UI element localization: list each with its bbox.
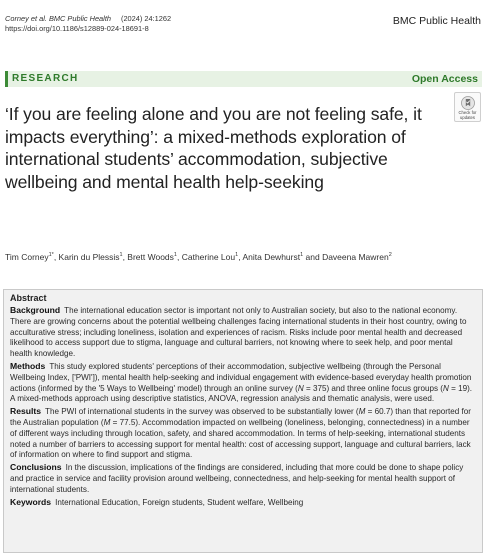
author-list: Tim Corney$^{1*}$, Karin du Plessis$^1$, Brett Woods$^1$, Catherine Lou$^1$, Anita Dewhurst$^1$ and Daveena Mawren$^2$: [5, 252, 392, 262]
abstract-background: [10, 305, 476, 360]
author-name[interactable]: Karin du Plessis: [58, 252, 120, 262]
author-name[interactable]: Catherine Lou: [181, 252, 236, 262]
open-access-label: Open Access: [411, 72, 478, 85]
keywords-text: International Education, Foreign students, Student welfare, Wellbeing: [55, 497, 304, 507]
methods-text: = 375) and three online focus groups (: [303, 383, 443, 393]
author-affiliation: 1: [300, 252, 304, 259]
author-name[interactable]: Daveena Mawren: [322, 252, 389, 262]
author-affiliation: 2: [388, 252, 392, 259]
abstract-methods: [10, 361, 476, 405]
citation-issue: (2024) 24:1262: [120, 14, 172, 23]
citation-journal: Corney et al. BMC Public Health: [5, 14, 111, 23]
abstract-results: [10, 406, 476, 461]
author-name[interactable]: Brett Woods: [127, 252, 174, 262]
check-for-updates-label: Check for updates: [458, 110, 477, 120]
methods-stat-symbol: N: [443, 383, 449, 393]
background-text: The international education sector is important not only to Australian society, but also to the national economy. There are growing concerns about the potential wellbeing challenges facing international students in their host country, owing to acculturative stress; including loneliness, isolation and experiences of racism. Risks include poor mental health and decreased likelihood to access support due to stigma, language and cultural barriers, not knowing where to seek help, and poor mental health knowledge.: [10, 306, 467, 359]
conclusions-text: In the discussion, implications of the findings are considered, including that more could be done to shape policy and practice in service and facility provision around wellbeing, connectedness, and help-seeking for mental health support of international students.: [10, 463, 464, 494]
author-affiliation: 1: [173, 252, 177, 259]
results-text: The PWI of international students in the survey was observed to be substantially lower (: [45, 407, 359, 417]
results-label: Results: [10, 406, 42, 417]
author-name[interactable]: Tim Corney: [5, 252, 49, 262]
author-affiliation: 1: [235, 252, 239, 259]
results-text: = 77.5). Accommodation impacted on wellbeing (loneliness, belonging, connectedness) in a number of different ways including through location, safety, and shared accommodation. In terms of help-seeking, international students noted a number of barriers to accessing support for mental health: cost of accessing support, language and cultural barriers, lack of information on where to find support and stigma.: [10, 417, 471, 460]
methods-stat-symbol: N: [297, 383, 304, 393]
article-title: ‘If you are feeling alone and you are not feeling safe, it impacts everything’: a mixed-methods exploration of international students’ accommodation, subjective wellbeing and mental health help-seeking: [5, 104, 422, 192]
conclusions-label: Conclusions: [10, 462, 62, 473]
abstract-box: [3, 289, 483, 553]
article-type-label: RESEARCH: [12, 73, 79, 84]
background-label: Background: [10, 305, 61, 315]
article-type-bar: [5, 71, 482, 87]
methods-text: This study explored students' perceptions of their accommodation, subjective wellbeing (through the Personal Wellbeing Index, ['PWI']), mental health help-seeking and individual engagement with evidence-based everyday health promotion actions (informed by the '5 Ways to Wellbeing' model) through an online survey (: [10, 361, 472, 393]
results-text: = 60.7) than that reported for the Australian population (: [10, 407, 471, 427]
author-name[interactable]: Anita Dewhurst: [242, 252, 301, 262]
journal-name: BMC Public Health: [392, 15, 481, 27]
abstract-heading: Abstract: [10, 293, 47, 303]
abstract-keywords: [10, 497, 476, 509]
methods-text: = 19). A mixed-methods approach using descriptive statistics, ANOVA, regression analysis and thematic analysis, were used.: [10, 383, 473, 404]
author-affiliation: 1: [119, 252, 123, 259]
results-stat-symbol: M: [358, 407, 366, 417]
abstract-conclusions: [10, 462, 476, 495]
check-for-updates-button[interactable]: [454, 92, 481, 122]
doi-link[interactable]: https://doi.org/10.1186/s12889-024-18691-8: [5, 23, 149, 33]
check-for-updates-icon: [461, 96, 475, 110]
keywords-label: Keywords: [10, 496, 52, 507]
results-stat-symbol: M: [103, 417, 111, 427]
author-affiliation: 1*: [48, 252, 54, 259]
methods-label: Methods: [10, 360, 46, 371]
citation-header: [5, 14, 171, 33]
